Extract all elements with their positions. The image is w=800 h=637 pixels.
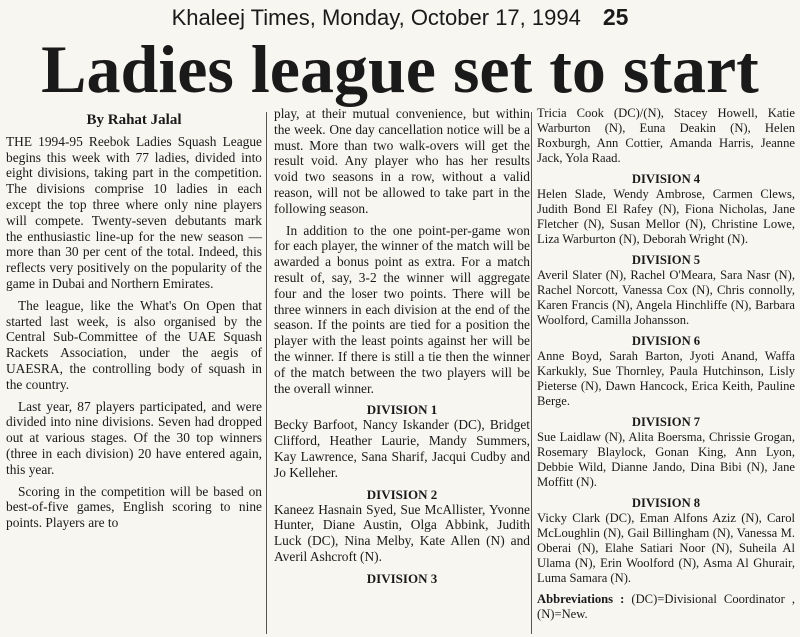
byline: By Rahat Jalal (86, 112, 182, 128)
division-heading: DIVISION 3 (366, 570, 438, 586)
paragraph: THE 1994-95 Reebok Ladies Squash League begins this week with 77 ladies, divided into eight divisions, taking part in the competition. The divisions comprise 10 ladies in each except the top three where only nine players will compete. Twenty-seven debutants mark the enthusiastic line-up for the new season — more than 30 per cent of the total. Indeed, this reflects very positively on the popularity of the game in Dubai and Northern Emirates. (6, 133, 262, 291)
article-column-3 (537, 106, 795, 628)
division-players: Helen Slade, Wendy Ambrose, Carmen Clews, Judith Bond El Rafey (N), Fiona Nicholas, Jane Fletcher (N), Susan Mellor (N), Christine Lowe, Liza Warburton (N), Deborah Wright (N). (537, 187, 795, 246)
division-heading: DIVISION 7 (631, 415, 701, 429)
division-heading: DIVISION 6 (631, 334, 701, 348)
paragraph: In addition to the one point-per-game won for each player, the winner of the match will be awarded a bonus point as extra. For a match result of, say, 3-2 the winner will aggregate four and the loser two points. There will be three winners in each division at the end of the season. If the points are tied for a position the player with the least points against her will be the winner. If there is still a tie then the winner of the match between the two players will be the overall winner. (274, 222, 530, 396)
division-players: Kaneez Hasnain Syed, Sue McAllister, Yvonne Hunter, Diane Austin, Olga Abbink, Judith Luck (DC), Nina Melby, Kate Allen (N) and Averil Ashcroft (N). (274, 501, 530, 564)
article-headline: Ladies league set to start (41, 31, 759, 107)
division-players: Becky Barfoot, Nancy Iskander (DC), Bridget Clifford, Heather Laurie, Mandy Summers, Kay Lawrence, Sana Sharif, Jacqui Cudby and Jo Kelleher. (274, 417, 530, 480)
division-players: Tricia Cook (DC)/(N), Stacey Howell, Katie Warburton (N), Euna Deakin (N), Helen Roxburgh, Ann Cottier, Amanda Harris, Jeanne Jack, Yola Raad. (537, 106, 795, 165)
article-column-2 (274, 106, 530, 586)
abbreviations-label: Abbreviations : (537, 592, 625, 606)
page-number: 25 (602, 4, 629, 30)
division-heading: DIVISION 5 (631, 253, 701, 267)
paragraph: Scoring in the competition will be based on best-of-five games, English scoring to nine points. Players are to (6, 483, 262, 531)
division-players: Sue Laidlaw (N), Alita Boersma, Chrissie Grogan, Rosemary Blaylock, Gonan King, Ann Lyon, Debbie Wild, Dianne Jando, Dina Bibi (N), Jane Moffitt (N). (537, 430, 795, 489)
masthead (0, 4, 800, 32)
newspaper-dateline: Khaleej Times, Monday, October 17, 1994 (171, 5, 581, 30)
paragraph: play, at their mutual convenience, but within the week. One day cancellation notice will be a must. More than two walk-overs will get the result void. Any player who has her results void two seasons in a row, without a valid reason, will not be allowed to take part in the following season. (274, 106, 530, 216)
division-heading: DIVISION 1 (366, 402, 438, 418)
column-rule (531, 112, 532, 634)
article-column-1 (6, 110, 262, 537)
column-rule (266, 112, 267, 634)
abbreviations-text: (DC)=Divisional Coordinator , (N)=New. (537, 592, 795, 621)
division-players: Vicky Clark (DC), Eman Alfons Aziz (N), Carol McLoughlin (N), Gail Billingham (N), Vanessa M. Oberai (N), Elahe Satiari Noor (N), Suheila Al Ulama (N), Erin Woolford (N), Asma Al Ghurair, Luma Samara (N). (537, 511, 795, 585)
division-heading: DIVISION 2 (366, 486, 438, 502)
division-heading: DIVISION 4 (631, 172, 701, 186)
paragraph: The league, like the What's On Open that started last week, is also organised by the Central Sub-Committee of the UAE Squash Rackets Association, under the aegis of UAESRA, the controlling body of squash in the country. (6, 297, 262, 392)
paragraph: Last year, 87 players participated, and were divided into nine divisions. Seven had dropped out at various stages. Of the 30 top winners (three in each division) 20 have entered again, this year. (6, 398, 262, 477)
division-players: Averil Slater (N), Rachel O'Meara, Sara Nasr (N), Rachel Norcott, Vanessa Cox (N), Chris connolly, Karen Francis (N), Angela Hinchliffe (N), Barbara Woolford, Camilla Johansson. (537, 268, 795, 327)
division-players: Anne Boyd, Sarah Barton, Jyoti Anand, Waffa Karkukly, Sue Thornley, Paula Hutchinson, Lisly Pieterse (N), Dawn Hancock, Erica Keith, Pauline Berge. (537, 349, 795, 408)
abbreviations-note (537, 592, 795, 622)
division-heading: DIVISION 8 (631, 496, 701, 510)
